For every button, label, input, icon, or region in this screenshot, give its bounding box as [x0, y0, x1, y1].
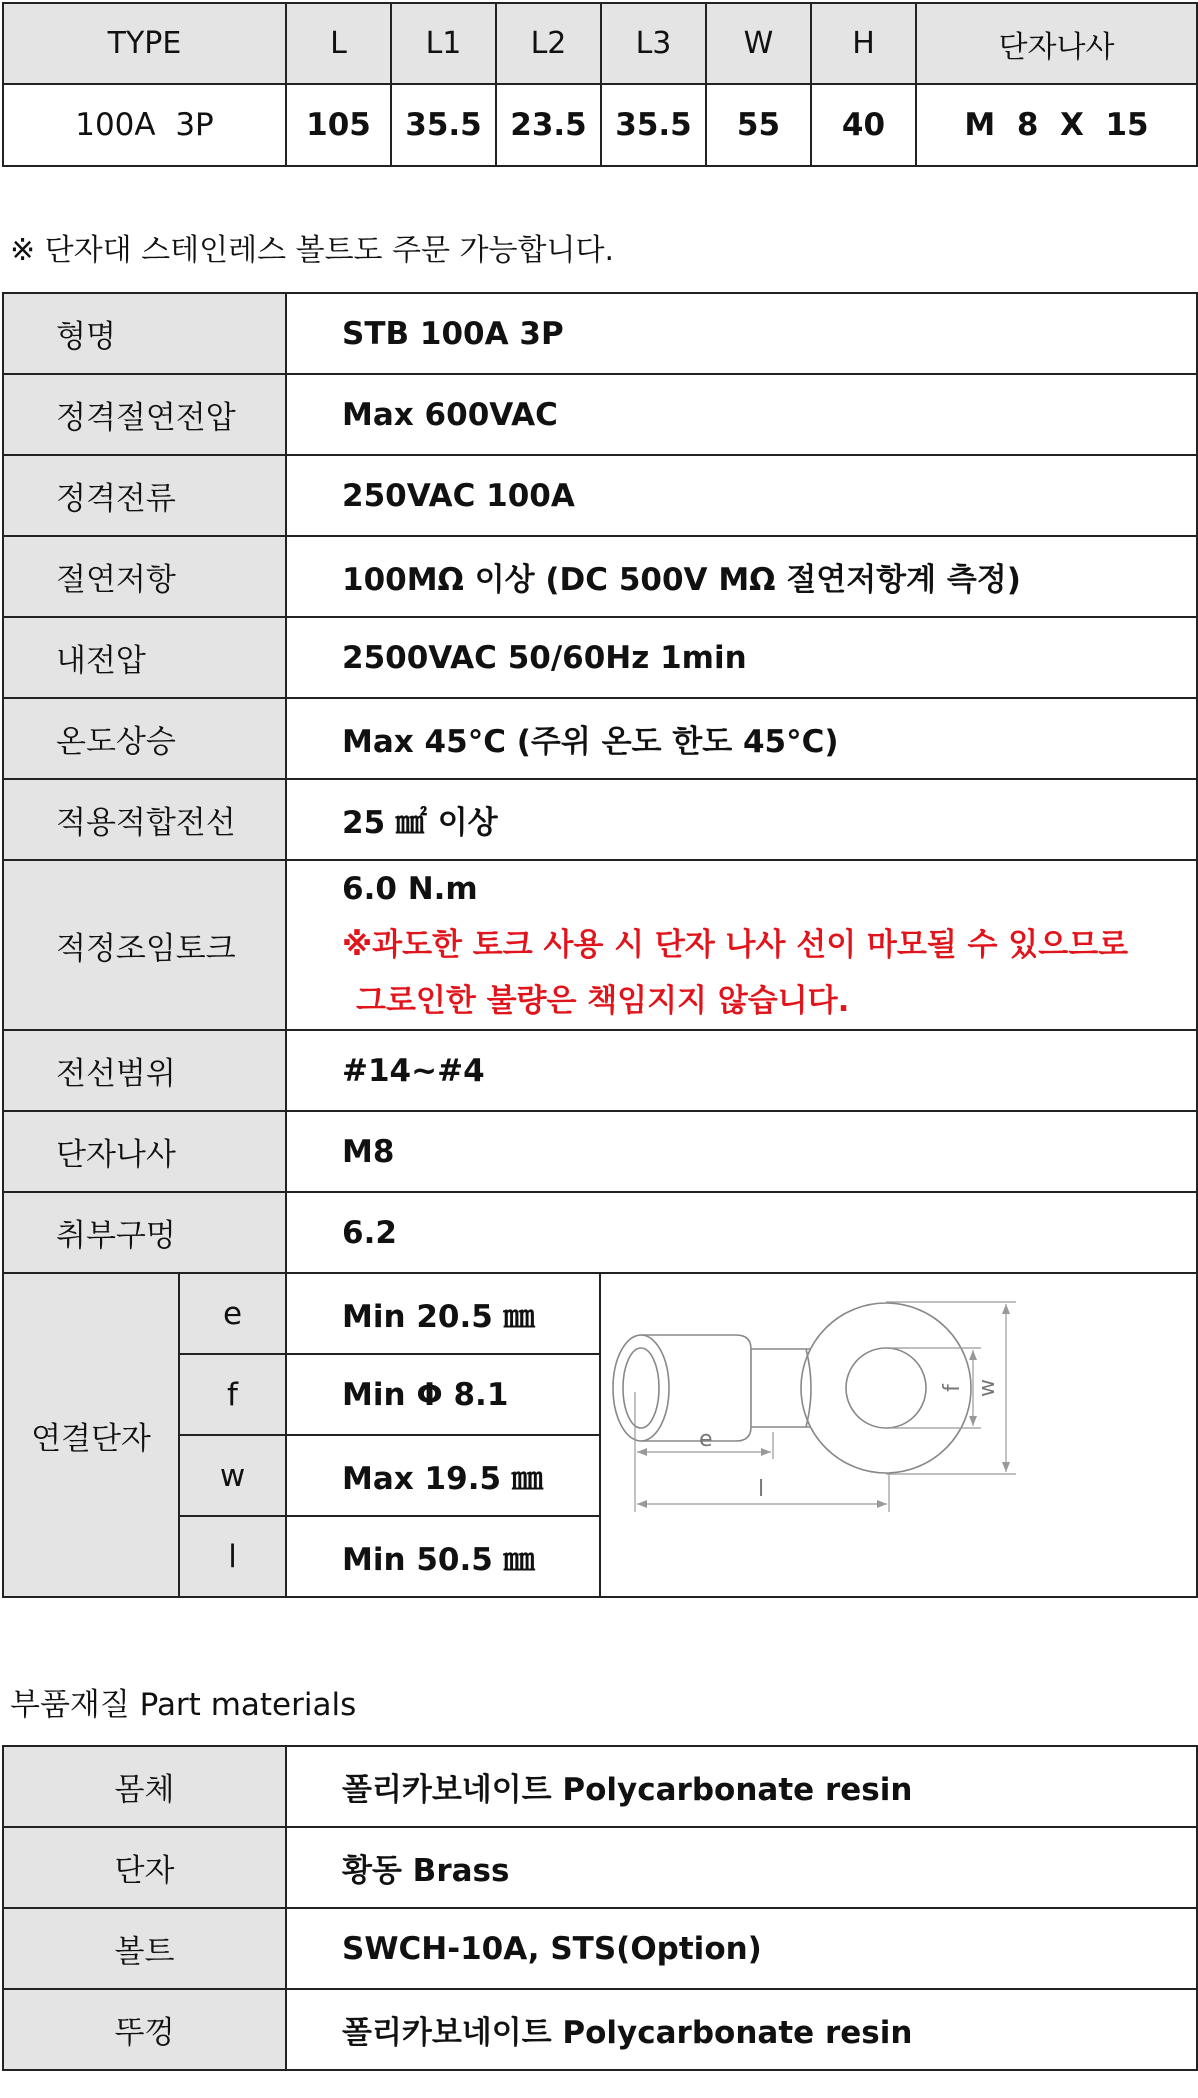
- spec-value: 25 ㎟ 이상: [286, 779, 1197, 860]
- dim-value-l1: 35.5: [391, 84, 496, 166]
- torque-warning-line-2: 그로인한 불량은 책임지지 않습니다.: [356, 983, 850, 1019]
- terminal-diagram-cell: [600, 1273, 1197, 1597]
- ring-terminal-diagram: [601, 1274, 1194, 1594]
- spec-row: [3, 374, 1197, 455]
- terminal-row: [3, 1273, 1197, 1354]
- torque-row: [3, 860, 1197, 1030]
- dim-value-screw: M 8 X 15: [916, 84, 1197, 166]
- spec-row: [3, 698, 1197, 779]
- torque-value-cell: [286, 860, 1197, 1030]
- diagram-label-w: w: [975, 1379, 1000, 1397]
- spec-label: 내전압: [3, 617, 286, 698]
- barrel-inner-ellipse: [623, 1348, 659, 1428]
- dim-value-l3: 35.5: [601, 84, 706, 166]
- spec-value: Max 45°C (주위 온도 한도 45°C): [286, 698, 1197, 779]
- dimensions-table: [2, 2, 1198, 167]
- spec-value: #14~#4: [286, 1030, 1197, 1111]
- torque-value: 6.0 N.m: [342, 871, 478, 907]
- dim-value-h: 40: [811, 84, 916, 166]
- ring-hole: [846, 1348, 926, 1428]
- terminal-neck: [751, 1349, 811, 1427]
- terminal-value: Min Φ 8.1: [286, 1354, 600, 1435]
- barrel-outer-ellipse: [613, 1335, 669, 1441]
- spec-label: 단자나사: [3, 1111, 286, 1192]
- torque-warning-line-1: ※과도한 토크 사용 시 단자 나사 선이 마모될 수 있으므로: [342, 927, 1129, 963]
- parts-section-title: 부품재질 Part materials: [10, 1687, 357, 1723]
- terminal-label: 연결단자: [3, 1273, 179, 1597]
- diagram-label-l: l: [758, 1477, 765, 1502]
- material-row: [3, 1827, 1197, 1908]
- dim-header-h: H: [811, 3, 916, 84]
- spec-value: 250VAC 100A: [286, 455, 1197, 536]
- spec-value: M8: [286, 1111, 1197, 1192]
- spec-label: 형명: [3, 293, 286, 374]
- spec-row: [3, 293, 1197, 374]
- spec-row: [3, 779, 1197, 860]
- terminal-key: e: [179, 1273, 286, 1354]
- barrel-body: [641, 1335, 751, 1441]
- dim-value-l2: 23.5: [496, 84, 601, 166]
- terminal-value: Min 20.5 ㎜: [286, 1273, 600, 1354]
- spec-value: STB 100A 3P: [286, 293, 1197, 374]
- spec-row: [3, 1111, 1197, 1192]
- material-value: 황동 Brass: [286, 1827, 1197, 1908]
- spec-row: [3, 1030, 1197, 1111]
- dim-value-w: 55: [706, 84, 811, 166]
- spec-row: [3, 455, 1197, 536]
- material-label: 뚜껑: [3, 1989, 286, 2070]
- spec-value: Max 600VAC: [286, 374, 1197, 455]
- spec-value: 6.2: [286, 1192, 1197, 1273]
- dim-value-type: 100A 3P: [3, 84, 286, 166]
- diagram-label-f: f: [940, 1384, 965, 1392]
- material-label: 몸체: [3, 1746, 286, 1827]
- dim-header-type: TYPE: [3, 3, 286, 84]
- spec-label: 온도상승: [3, 698, 286, 779]
- dim-header-screw: 단자나사: [916, 3, 1197, 84]
- spec-label: 정격전류: [3, 455, 286, 536]
- terminal-value: Max 19.5 ㎜: [286, 1435, 600, 1516]
- spec-row: [3, 536, 1197, 617]
- materials-table: [2, 1745, 1198, 2071]
- dim-header-w: W: [706, 3, 811, 84]
- spec-value: 100MΩ 이상 (DC 500V MΩ 절연저항계 측정): [286, 536, 1197, 617]
- terminal-key: l: [179, 1516, 286, 1597]
- stainless-bolt-note: ※ 단자대 스테인레스 볼트도 주문 가능합니다.: [10, 233, 614, 268]
- spec-label: 취부구멍: [3, 1192, 286, 1273]
- spec-label: 절연저항: [3, 536, 286, 617]
- material-row: [3, 1908, 1197, 1989]
- dimensions-header-row: [3, 3, 1197, 84]
- material-row: [3, 1746, 1197, 1827]
- terminal-key: f: [179, 1354, 286, 1435]
- terminal-key: w: [179, 1435, 286, 1516]
- dim-header-l: L: [286, 3, 391, 84]
- spec-value: 2500VAC 50/60Hz 1min: [286, 617, 1197, 698]
- spec-label: 정격절연전압: [3, 374, 286, 455]
- dim-value-l: 105: [286, 84, 391, 166]
- dimensions-value-row: [3, 84, 1197, 166]
- spec-row: [3, 617, 1197, 698]
- material-value: SWCH-10A, STS(Option): [286, 1908, 1197, 1989]
- spec-row: [3, 1192, 1197, 1273]
- dim-header-l1: L1: [391, 3, 496, 84]
- terminal-value: Min 50.5 ㎜: [286, 1516, 600, 1597]
- spec-label: 적용적합전선: [3, 779, 286, 860]
- material-value: 폴리카보네이트 Polycarbonate resin: [286, 1989, 1197, 2070]
- spec-label: 전선범위: [3, 1030, 286, 1111]
- dim-header-l3: L3: [601, 3, 706, 84]
- spec-table: [2, 292, 1198, 1598]
- torque-label: 적정조임토크: [3, 860, 286, 1030]
- neck-curve: [806, 1349, 811, 1427]
- material-value: 폴리카보네이트 Polycarbonate resin: [286, 1746, 1197, 1827]
- diagram-label-e: e: [699, 1427, 713, 1452]
- material-label: 볼트: [3, 1908, 286, 1989]
- dim-header-l2: L2: [496, 3, 601, 84]
- material-row: [3, 1989, 1197, 2070]
- material-label: 단자: [3, 1827, 286, 1908]
